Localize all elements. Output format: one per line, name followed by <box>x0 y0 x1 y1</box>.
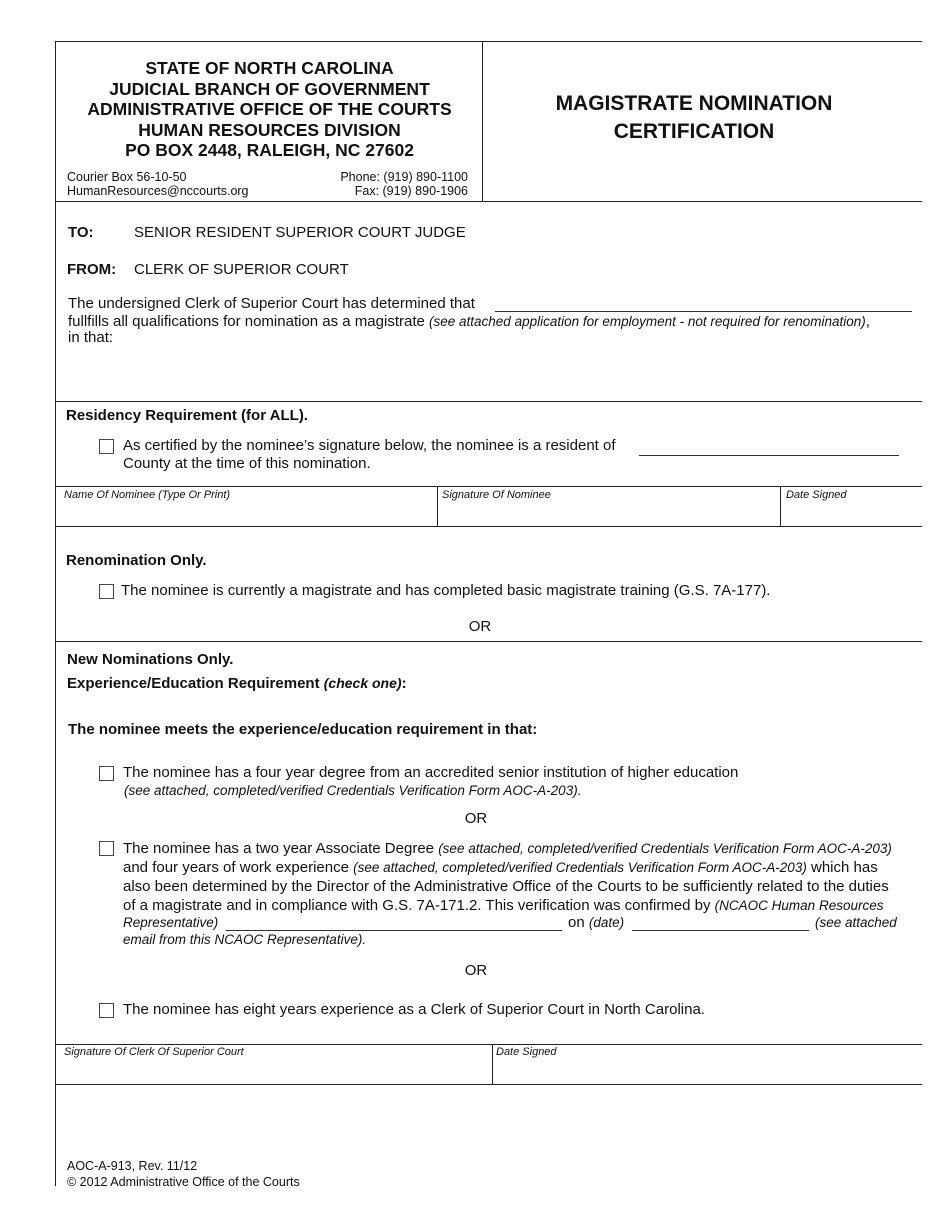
option2-line2 <box>123 859 878 877</box>
clerk-date-input[interactable] <box>495 1060 919 1082</box>
nominee-signature-input[interactable] <box>440 502 777 524</box>
signature-row-bottom <box>55 526 922 527</box>
option2-line4-text: of a magistrate and in compliance with G.S. 7A-171.2. This verification was confirmed by <box>123 897 715 914</box>
residency-text-line2: County at the time of this nomination. <box>123 455 371 472</box>
to-label: TO: <box>68 224 94 241</box>
contact-phone: Phone: (919) 890-1100 <box>340 170 468 184</box>
residency-text-line1: As certified by the nominee’s signature below, the nominee is a resident of <box>123 437 616 454</box>
option3-text: The nominee has eight years experience as a Clerk of Superior Court in North Carolina. <box>123 1001 705 1018</box>
clerk-date-caption: Date Signed <box>496 1046 557 1058</box>
intro-line2-text: fullfills all qualifications for nomination as a magistrate <box>68 313 430 330</box>
option1-line2: (see attached, completed/verified Credentials Verification Form AOC-A-203). <box>124 783 582 798</box>
nominee-name-field[interactable] <box>495 311 912 312</box>
contact-fax: Fax: (919) 890-1906 <box>354 184 468 198</box>
option2-line4 <box>123 897 883 915</box>
requirement-heading-text: Experience/Education Requirement <box>67 675 324 692</box>
signature-divider <box>437 486 438 526</box>
check-one-note: (check one) <box>323 675 402 691</box>
or-separator: OR <box>464 962 488 979</box>
agency-line: STATE OF NORTH CAROLINA <box>145 58 394 78</box>
date-italic: (date) <box>588 915 625 930</box>
option2-line3: also been determined by the Director of the Administrative Office of the Courts to be sufficiently related to the duties <box>123 878 889 895</box>
clerk-signature-input[interactable] <box>58 1060 489 1082</box>
top-border <box>55 41 922 42</box>
or-separator: OR <box>464 810 488 827</box>
header-divider <box>482 41 483 201</box>
option2-line6: email from this NCAOC Representative). <box>123 932 367 947</box>
four-year-degree-checkbox[interactable] <box>99 766 114 781</box>
from-label: FROM: <box>67 261 117 278</box>
header-bottom-border <box>55 201 922 202</box>
clerk-signature-row-bottom <box>55 1084 922 1085</box>
agency-line: ADMINISTRATIVE OFFICE OF THE COURTS <box>87 99 452 119</box>
intro-line2-end: , <box>865 313 870 330</box>
signature-divider <box>780 486 781 526</box>
agency-line: HUMAN RESOURCES DIVISION <box>138 119 401 140</box>
nominee-signature-caption: Signature Of Nominee <box>442 489 551 501</box>
contact-email: HumanResources@nccourts.org <box>67 184 249 198</box>
left-border <box>55 41 56 1186</box>
form-title-line: CERTIFICATION <box>613 120 775 143</box>
clerk-experience-checkbox[interactable] <box>99 1003 114 1018</box>
signature-row-top <box>55 486 922 487</box>
agency-line: PO BOX 2448, RALEIGH, NC 27602 <box>125 140 414 160</box>
option2-line2-text: and four years of work experience <box>123 859 354 876</box>
see-attached-label: (see attached <box>815 915 897 930</box>
from-value: CLERK OF SUPERIOR COURT <box>134 261 349 278</box>
form-title-line: MAGISTRATE NOMINATION <box>555 92 833 115</box>
nominee-date-input[interactable] <box>783 502 919 524</box>
renomination-checkbox[interactable] <box>99 584 114 599</box>
option2-line2-end: which has <box>806 859 878 876</box>
option1-line1: The nominee has a four year degree from an accredited senior institution of higher education <box>123 764 739 781</box>
nominee-name-input[interactable] <box>58 502 434 524</box>
section-divider <box>55 401 922 402</box>
confirmation-date-field[interactable] <box>632 930 809 931</box>
option2-line1 <box>123 840 892 858</box>
residency-heading: Residency Requirement (for ALL). <box>66 407 308 424</box>
agency-block <box>57 58 482 161</box>
option2-line1-text: The nominee has a two year Associate Degree <box>123 840 439 857</box>
on-date-label <box>568 914 624 932</box>
new-nominations-heading: New Nominations Only. <box>67 651 234 668</box>
county-field[interactable] <box>639 455 899 456</box>
nominee-name-caption: Name Of Nominee (Type Or Print) <box>64 489 231 501</box>
intro-line2-italic: (see attached application for employment - not required for renomination) <box>429 314 866 329</box>
requirement-heading <box>67 674 407 693</box>
intro-line1: The undersigned Clerk of Superior Court has determined that <box>68 295 475 312</box>
requirement-heading-end: : <box>401 675 407 692</box>
or-separator: OR <box>468 618 492 635</box>
copyright: © 2012 Administrative Office of the Courts <box>67 1175 300 1189</box>
form-title <box>484 90 904 146</box>
renomination-heading: Renomination Only. <box>66 552 207 569</box>
associate-degree-checkbox[interactable] <box>99 841 114 856</box>
form-id: AOC-A-913, Rev. 11/12 <box>67 1159 198 1173</box>
courier-box: Courier Box 56-10-50 <box>67 170 187 184</box>
section-divider <box>55 641 922 642</box>
to-value: SENIOR RESIDENT SUPERIOR COURT JUDGE <box>134 224 466 241</box>
option2-line4-italic: (NCAOC Human Resources <box>714 898 884 913</box>
nominee-date-caption: Date Signed <box>786 489 847 501</box>
agency-line: JUDICIAL BRANCH OF GOVERNMENT <box>109 78 430 99</box>
clerk-signature-divider <box>492 1044 493 1084</box>
option2-line1-italic: (see attached, completed/verified Credentials Verification Form AOC-A-203) <box>438 841 892 856</box>
intro-line2 <box>68 313 870 331</box>
intro-line3: in that: <box>68 329 114 346</box>
meets-requirement-heading: The nominee meets the experience/education requirement in that: <box>68 721 538 738</box>
on-text: on <box>568 914 589 931</box>
option2-line2-italic: (see attached, completed/verified Credentials Verification Form AOC-A-203) <box>353 860 807 875</box>
renomination-text: The nominee is currently a magistrate and has completed basic magistrate training (G.S. 7A-177). <box>121 582 771 599</box>
clerk-signature-caption: Signature Of Clerk Of Superior Court <box>64 1046 244 1058</box>
residency-checkbox[interactable] <box>99 439 114 454</box>
representative-label: Representative) <box>123 915 219 930</box>
clerk-signature-row-top <box>55 1044 922 1045</box>
